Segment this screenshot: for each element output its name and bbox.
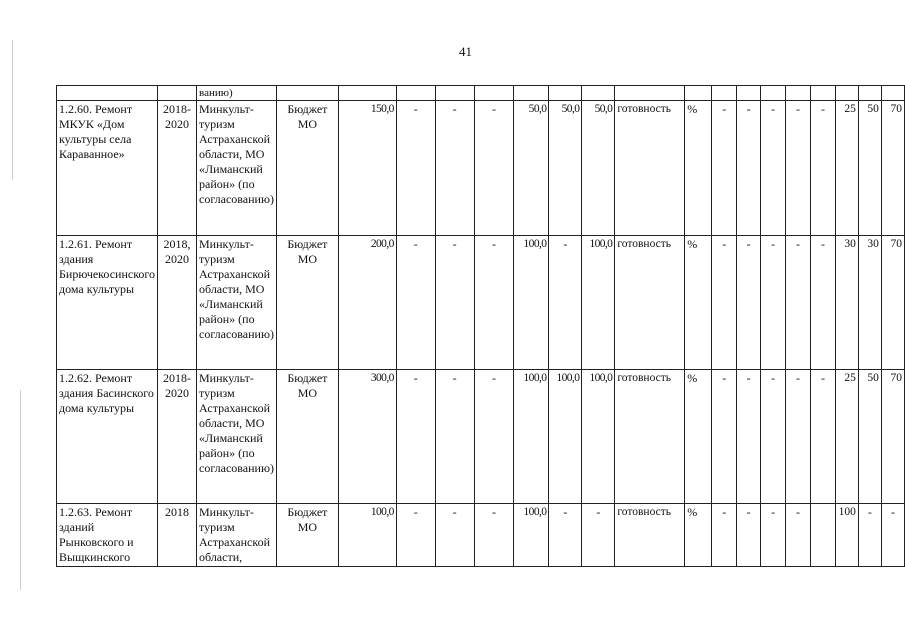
funding-cell: -: [435, 236, 474, 370]
table-row: [57, 504, 905, 567]
target-cell: -: [737, 236, 761, 370]
executor: Минкульт-туризм Астраханской области, МО «Лиманский район» (по согласованию): [197, 101, 277, 236]
funding-cell: -: [396, 504, 435, 567]
funding-cell: -: [474, 101, 514, 236]
target-cell: -: [811, 101, 836, 236]
indicator-name: готовность: [615, 504, 685, 567]
funding-source: Бюджет МО: [276, 101, 338, 236]
target-cell: -: [712, 101, 737, 236]
target-cell: -: [712, 504, 737, 567]
indicator-unit: %: [685, 101, 712, 236]
implementation-years: 2018-2020: [158, 370, 197, 504]
target-cell: -: [786, 236, 811, 370]
target-cell: -: [761, 236, 786, 370]
indicator-unit: %: [685, 370, 712, 504]
funding-cell: -: [396, 101, 435, 236]
total-amount: 200,0: [338, 236, 396, 370]
funding-cell: -: [435, 504, 474, 567]
funding-cell: -: [435, 101, 474, 236]
funding-cell: -: [396, 370, 435, 504]
target-cell: -: [737, 101, 761, 236]
total-amount: 150,0: [338, 101, 396, 236]
indicator-name: готовность: [615, 370, 685, 504]
table-row: [57, 101, 905, 236]
funding-cell: -: [396, 236, 435, 370]
funding-cell: 100,0: [582, 370, 615, 504]
funding-cell: 100,0: [514, 504, 549, 567]
indicator-unit: %: [685, 236, 712, 370]
implementation-years: 2018, 2020: [158, 236, 197, 370]
executor: Минкульт-туризм Астраханской области,: [197, 504, 277, 567]
funding-source: Бюджет МО: [276, 504, 338, 567]
target-cell: -: [761, 370, 786, 504]
table-row: [57, 236, 905, 370]
executor: Минкульт-туризм Астраханской области, МО «Лиманский район» (по согласованию): [197, 370, 277, 504]
indicator-name: готовность: [615, 101, 685, 236]
funding-cell: 50,0: [514, 101, 549, 236]
funding-cell: 100,0: [514, 236, 549, 370]
target-cell: -: [786, 370, 811, 504]
executor: Минкульт-туризм Астраханской области, МО «Лиманский район» (по согласованию): [197, 236, 277, 370]
target-cell: -: [811, 370, 836, 504]
funding-cell: -: [474, 236, 514, 370]
target-cell: -: [761, 101, 786, 236]
target-cell: 25: [835, 101, 858, 236]
target-cell: 50: [858, 101, 881, 236]
target-cell: 30: [858, 236, 881, 370]
target-cell: 70: [881, 370, 904, 504]
funding-cell: 100,0: [582, 236, 615, 370]
funding-cell: -: [435, 370, 474, 504]
target-cell: -: [811, 236, 836, 370]
funding-cell: -: [549, 236, 582, 370]
total-amount: 300,0: [338, 370, 396, 504]
target-cell: -: [881, 504, 904, 567]
funding-cell: -: [474, 370, 514, 504]
target-cell: [811, 504, 836, 567]
funding-cell: 100,0: [514, 370, 549, 504]
funding-cell: 100,0: [549, 370, 582, 504]
indicator-name: готовность: [615, 236, 685, 370]
target-cell: -: [737, 370, 761, 504]
target-cell: 100: [835, 504, 858, 567]
funding-cell: 50,0: [582, 101, 615, 236]
funding-source: Бюджет МО: [276, 236, 338, 370]
program-table: [56, 85, 905, 567]
measure-name: 1.2.63. Ремонт зданий Рынковского и Выщкинского: [57, 504, 158, 567]
target-cell: -: [761, 504, 786, 567]
funding-source: Бюджет МО: [276, 370, 338, 504]
target-cell: -: [786, 101, 811, 236]
funding-cell: -: [474, 504, 514, 567]
page-number: 41: [459, 44, 472, 59]
target-cell: 25: [835, 370, 858, 504]
table-row: [57, 370, 905, 504]
target-cell: 30: [835, 236, 858, 370]
executor-continuation: ванию): [197, 86, 277, 101]
implementation-years: 2018-2020: [158, 101, 197, 236]
table-row-continuation: [57, 86, 905, 101]
target-cell: -: [712, 236, 737, 370]
target-cell: -: [712, 370, 737, 504]
implementation-years: 2018: [158, 504, 197, 567]
target-cell: -: [786, 504, 811, 567]
funding-cell: -: [582, 504, 615, 567]
measure-name: 1.2.62. Ремонт здания Басинского дома культуры: [57, 370, 158, 504]
funding-cell: -: [549, 504, 582, 567]
funding-cell: 50,0: [549, 101, 582, 236]
indicator-unit: %: [685, 504, 712, 567]
target-cell: 70: [881, 101, 904, 236]
target-cell: 50: [858, 370, 881, 504]
target-cell: -: [858, 504, 881, 567]
scan-artifact-line: [20, 390, 21, 590]
measure-name: 1.2.60. Ремонт МКУК «Дом культуры села Караванное»: [57, 101, 158, 236]
measure-name: 1.2.61. Ремонт здания Бирючекосинского дома культуры: [57, 236, 158, 370]
target-cell: -: [737, 504, 761, 567]
target-cell: 70: [881, 236, 904, 370]
total-amount: 100,0: [338, 504, 396, 567]
scan-artifact-line: [12, 40, 13, 180]
